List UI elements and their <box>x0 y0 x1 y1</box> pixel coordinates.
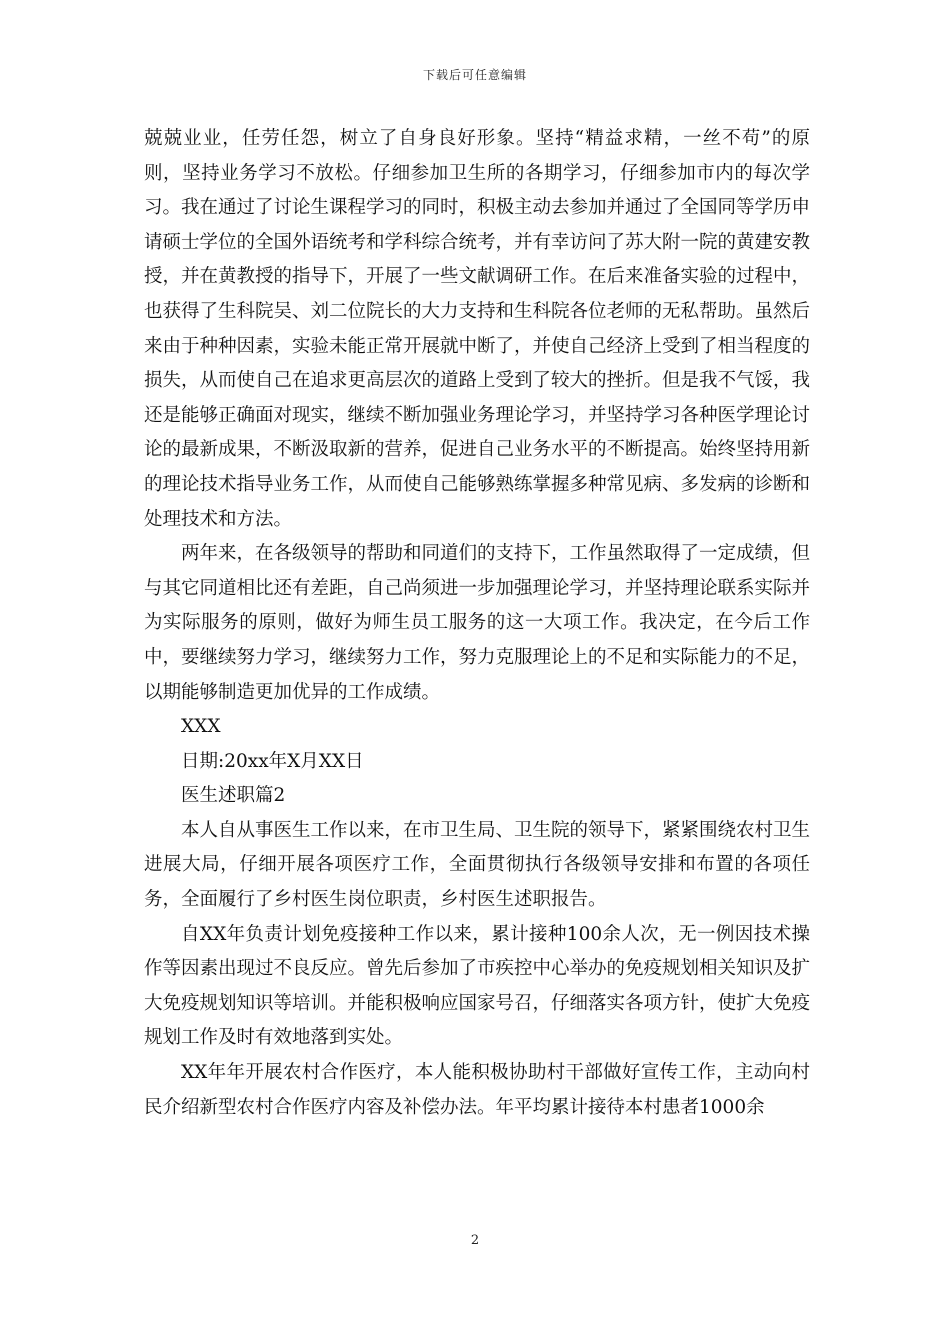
signature-date: 日期:20xx年X月XX日 <box>181 750 364 772</box>
paragraph-immunization: 自XX年负责计划免疫接种工作以来，累计接种100余人次，无一例因技术操作等因素出现过不良反应。曾先后参加了市疾控中心举办的免疫规划相关知识及扩大免疫规划知识等培训。并能积极响应国家号召，仔细落实各项方针，使扩大免疫规划工作及时有效地落到实处。 <box>144 923 811 1049</box>
page-number: 2 <box>470 1233 480 1248</box>
page-header: 下载后可任意编辑 <box>422 68 527 82</box>
section-title: 医生述职篇2 <box>181 785 286 807</box>
paragraph-intro: 本人自从事医生工作以来，在市卫生局、卫生院的领导下，紧紧围绕农村卫生进展大局，仔细开展各项医疗工作，全面贯彻执行各级领导安排和布置的各项任务，全面履行了乡村医生岗位职责，乡村医生述职报告。 <box>144 819 811 911</box>
paragraph-summary: 两年来，在各级领导的帮助和同道们的支持下，工作虽然取得了一定成绩，但与其它同道相比还有差距，自己尚须进一步加强理论学习，并坚持理论联系实际并为实际服务的原则，做好为师生员工服务的这一大项工作。我决定，在今后工作中，要继续努力学习，继续努力工作，努力克服理论上的不足和实际能力的不足，以期能够制造更加优异的工作成绩。 <box>144 543 811 703</box>
paragraph-continuation: 兢兢业业，任劳任怨，树立了自身良好形象。坚持“精益求精，一丝不苟”的原则，坚持业务学习不放松。仔细参加卫生所的各期学习，仔细参加市内的每次学习。我在通过了讨论生课程学习的同时，积极主动去参加并通过了全国同等学历申请硕士学位的全国外语统考和学科综合统考，并有幸访问了苏大附一院的黄建安教授，并在黄教授的指导下，开展了一些文献调研工作。在后来准备实验的过程中，也获得了生科院吴、刘二位院长的大力支持和生科院各位老师的无私帮助。虽然后来由于种种因素，实验未能正常开展就中断了，并使自己经济上受到了相当程度的损失，从而使自己在追求更高层次的道路上受到了较大的挫折。但是我不气馁，我还是能够正确面对现实，继续不断加强业务理论学习，并坚持学习各种医学理论讨论的最新成果，不断汲取新的营养，促进自己业务水平的不断提高。始终坚持用新的理论技术指导业务工作，从而使自己能够熟练掌握多种常见病、多发病的诊断和处理技术和方法。 <box>144 128 811 530</box>
paragraph-cooperative-medical: XX年年开展农村合作医疗，本人能积极协助村干部做好宣传工作，主动向村民介绍新型农村合作医疗内容及补偿办法。年平均累计接待本村患者1000余 <box>144 1062 810 1118</box>
signature-name: XXX <box>181 716 221 738</box>
document-body <box>144 122 810 1125</box>
